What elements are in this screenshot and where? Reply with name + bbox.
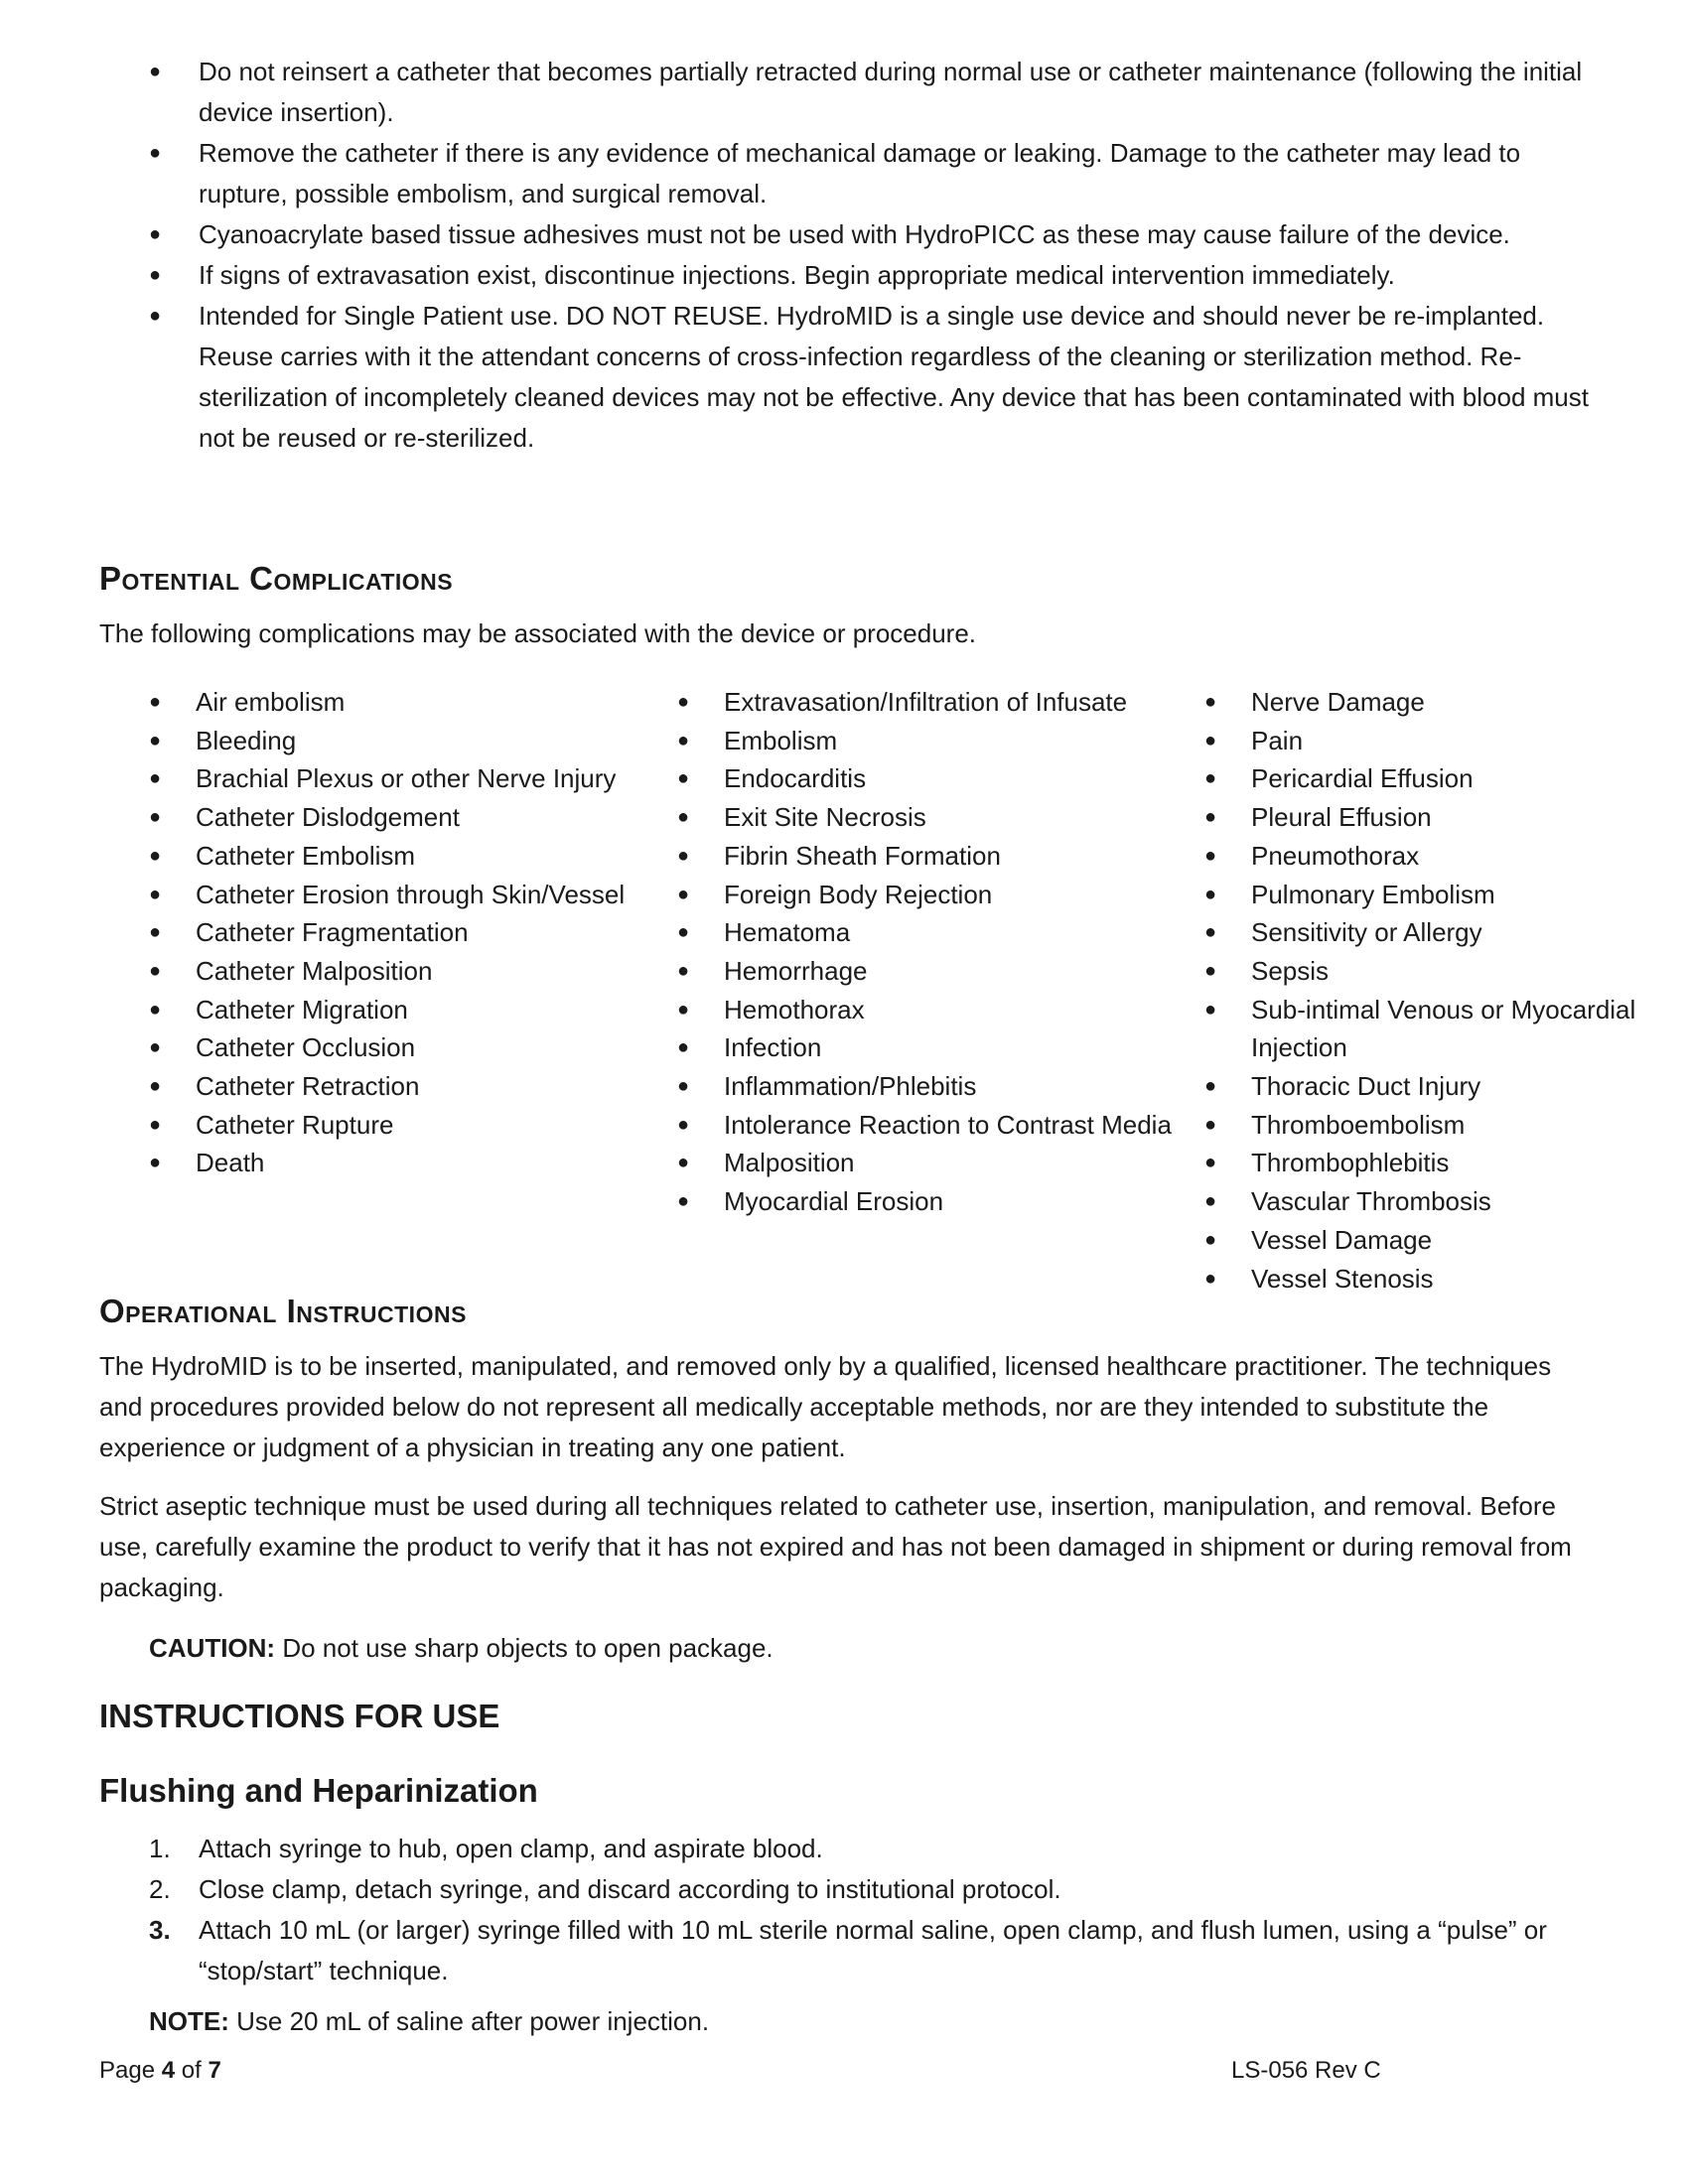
complication-item: ● Vessel Damage [1204,1221,1688,1260]
bullet-icon: ● [149,959,162,982]
bullet-icon: ● [677,959,690,982]
complication-item: ● Pleural Effusion [1204,798,1688,837]
complications-heading: Potential Complications [99,560,454,597]
bullet-icon: ● [149,998,162,1021]
note-text: Use 20 mL of saline after power injection. [228,2006,710,2036]
complication-item: ● Catheter Rupture [149,1106,625,1145]
complication-item: ● Hemothorax [677,991,1172,1029]
complication-item: ● Catheter Fragmentation [149,913,625,952]
complication-item: ● Catheter Embolism [149,837,625,876]
complication-item: ● Nerve Damage [1204,683,1688,722]
bullet-icon: ● [1204,1113,1217,1136]
bullet-icon: ● [677,1152,690,1174]
complication-item: ● Sub-intimal Venous or Myocardial Injection [1204,991,1688,1067]
bullet-icon: ● [149,1113,162,1136]
step-text: Attach syringe to hub, open clamp, and aspirate blood. [199,1834,823,1863]
bullet-icon: ● [149,1075,162,1098]
complication-item: ● Vascular Thrombosis [1204,1182,1688,1221]
power-injection-note [149,2006,709,2037]
bullet-icon: ● [149,223,162,245]
operational-heading: Operational Instructions [99,1293,467,1329]
complication-item: ● Thromboembolism [1204,1106,1688,1145]
step-number: 2. [149,1874,171,1904]
complication-item: ● Sepsis [1204,952,1688,991]
bullet-icon: ● [1204,883,1217,905]
bullet-icon: ● [677,1036,690,1059]
complication-item: ● Sensitivity or Allergy [1204,913,1688,952]
complication-item: ● Foreign Body Rejection [677,876,1172,914]
step-item [149,1869,1589,1910]
complication-item: ● Endocarditis [677,759,1172,798]
complication-item: ● Pericardial Effusion [1204,759,1688,798]
list-item: ● If signs of extravasation exist, discontinue injections. Begin appropriate medical intervention immediately. [149,255,1599,296]
complication-item: ● Pulmonary Embolism [1204,876,1688,914]
complication-item: ● Pneumothorax [1204,837,1688,876]
complication-item: ● Thoracic Duct Injury [1204,1067,1688,1106]
complication-item: ● Catheter Retraction [149,1067,625,1106]
bullet-icon: ● [677,998,690,1021]
complication-item: ● Hemorrhage [677,952,1172,991]
operational-paragraph-1: The HydroMID is to be inserted, manipulated, and removed only by a qualified, licensed healthcare practitioner. The techniques and procedures provided below do not represent all medically acceptable methods, nor are they intended to substitute the experience or judgment of a physician in treating any one patient. [99,1351,1552,1462]
step-item [149,1829,1589,1869]
complication-item: ● Catheter Occlusion [149,1028,625,1067]
complication-item: ● Myocardial Erosion [677,1182,1172,1221]
operational-paragraph-2: Strict aseptic technique must be used during all techniques related to catheter use, insertion, manipulation, and removal. Before use, carefully examine the product to verify that it has not expired and has not been damaged in shipment or during removal from packaging. [99,1491,1572,1602]
bullet-icon: ● [149,729,162,751]
bullet-icon: ● [149,264,162,286]
step-number: 1. [149,1834,171,1863]
complication-item: ● Embolism [677,722,1172,760]
list-item: ● Remove the catheter if there is any evidence of mechanical damage or leaking. Damage to the catheter may lead to rupture, possible embolism, and surgical removal. [149,133,1599,214]
complication-item: ● Catheter Migration [149,991,625,1029]
bullet-icon: ● [677,691,690,713]
complication-item: ● Infection [677,1028,1172,1067]
bullet-icon: ● [149,844,162,867]
bullet-icon: ● [1204,767,1217,790]
caution-text: Do not use sharp objects to open package. [275,1633,774,1663]
complication-item: ● Intolerance Reaction to Contrast Media [677,1106,1172,1145]
bullet-icon: ● [149,1152,162,1174]
flushing-steps [149,1829,1589,1991]
bullet-icon: ● [677,806,690,829]
bullet-icon: ● [149,1036,162,1059]
bullet-icon: ● [149,921,162,944]
note-label: NOTE: [149,2006,229,2036]
bullet-icon: ● [1204,806,1217,829]
complication-item: ● Catheter Malposition [149,952,625,991]
bullet-icon: ● [677,1075,690,1098]
bullet-icon: ● [149,806,162,829]
complication-item: ● Thrombophlebitis [1204,1144,1688,1182]
complications-column-3 [1204,683,1688,1297]
complication-item: ● Extravasation/Infiltration of Infusate [677,683,1172,722]
complication-item: ● Fibrin Sheath Formation [677,837,1172,876]
bullet-icon: ● [1204,1267,1217,1290]
caution-label: CAUTION: [149,1633,276,1663]
bullet-icon: ● [1204,1190,1217,1213]
step-text: Close clamp, detach syringe, and discard according to institutional protocol. [199,1874,1061,1904]
bullet-icon: ● [1204,844,1217,867]
page-number: Page 4 of 7 [99,2057,221,2084]
complication-item: ● Exit Site Necrosis [677,798,1172,837]
complications-intro: The following complications may be associated with the device or procedure. [99,618,977,648]
bullet-icon: ● [677,844,690,867]
bullet-icon: ● [1204,1075,1217,1098]
bullet-icon: ● [677,729,690,751]
bullet-icon: ● [677,883,690,905]
warnings-list [149,52,1599,459]
bullet-icon: ● [149,142,162,164]
complication-item: ● Hematoma [677,913,1172,952]
complication-item: ● Brachial Plexus or other Nerve Injury [149,759,625,798]
bullet-icon: ● [1204,691,1217,713]
complications-column-1 [149,683,625,1182]
complication-item: ● Inflammation/Phlebitis [677,1067,1172,1106]
step-number: 3. [149,1915,171,1945]
bullet-icon: ● [677,1190,690,1213]
list-item: ● Do not reinsert a catheter that becomes partially retracted during normal use or catheter maintenance (following the initial device insertion). [149,52,1599,133]
complication-item: ● Air embolism [149,683,625,722]
complication-item: ● Bleeding [149,722,625,760]
bullet-icon: ● [677,767,690,790]
bullet-icon: ● [677,1113,690,1136]
bullet-icon: ● [149,305,162,327]
complication-item: ● Pain [1204,722,1688,760]
bullet-icon: ● [677,921,690,944]
bullet-icon: ● [149,61,162,82]
complication-item: ● Vessel Stenosis [1204,1260,1688,1298]
complication-item: ● Catheter Dislodgement [149,798,625,837]
ifu-heading: INSTRUCTIONS FOR USE [99,1698,500,1734]
bullet-icon: ● [149,883,162,905]
bullet-icon: ● [1204,921,1217,944]
step-item [149,1910,1589,1991]
complications-column-2 [677,683,1172,1221]
document-id: LS-056 Rev C [1231,2057,1381,2084]
complication-item: ● Death [149,1144,625,1182]
list-item: ● Intended for Single Patient use. DO NOT REUSE. HydroMID is a single use device and should never be re-implanted. Reuse carries with it the attendant concerns of cross-infection regardless of the cleaning or sterilization method. Re-sterilization of incompletely cleaned devices may not be effective. Any device that has been contaminated with blood must not be reused or re-sterilized. [149,296,1599,459]
bullet-icon: ● [149,691,162,713]
ifu-subheading: Flushing and Heparinization [99,1772,538,1809]
bullet-icon: ● [149,767,162,790]
bullet-icon: ● [1204,998,1217,1021]
complication-item: ● Catheter Erosion through Skin/Vessel [149,876,625,914]
caution-note [149,1633,774,1664]
step-text: Attach 10 mL (or larger) syringe filled with 10 mL sterile normal saline, open clamp, and flush lumen, using a “pulse” or “stop/start” technique. [199,1915,1547,1985]
bullet-icon: ● [1204,1228,1217,1251]
complication-item: ● Malposition [677,1144,1172,1182]
bullet-icon: ● [1204,729,1217,751]
bullet-icon: ● [1204,959,1217,982]
list-item: ● Cyanoacrylate based tissue adhesives must not be used with HydroPICC as these may cause failure of the device. [149,214,1599,255]
bullet-icon: ● [1204,1152,1217,1174]
